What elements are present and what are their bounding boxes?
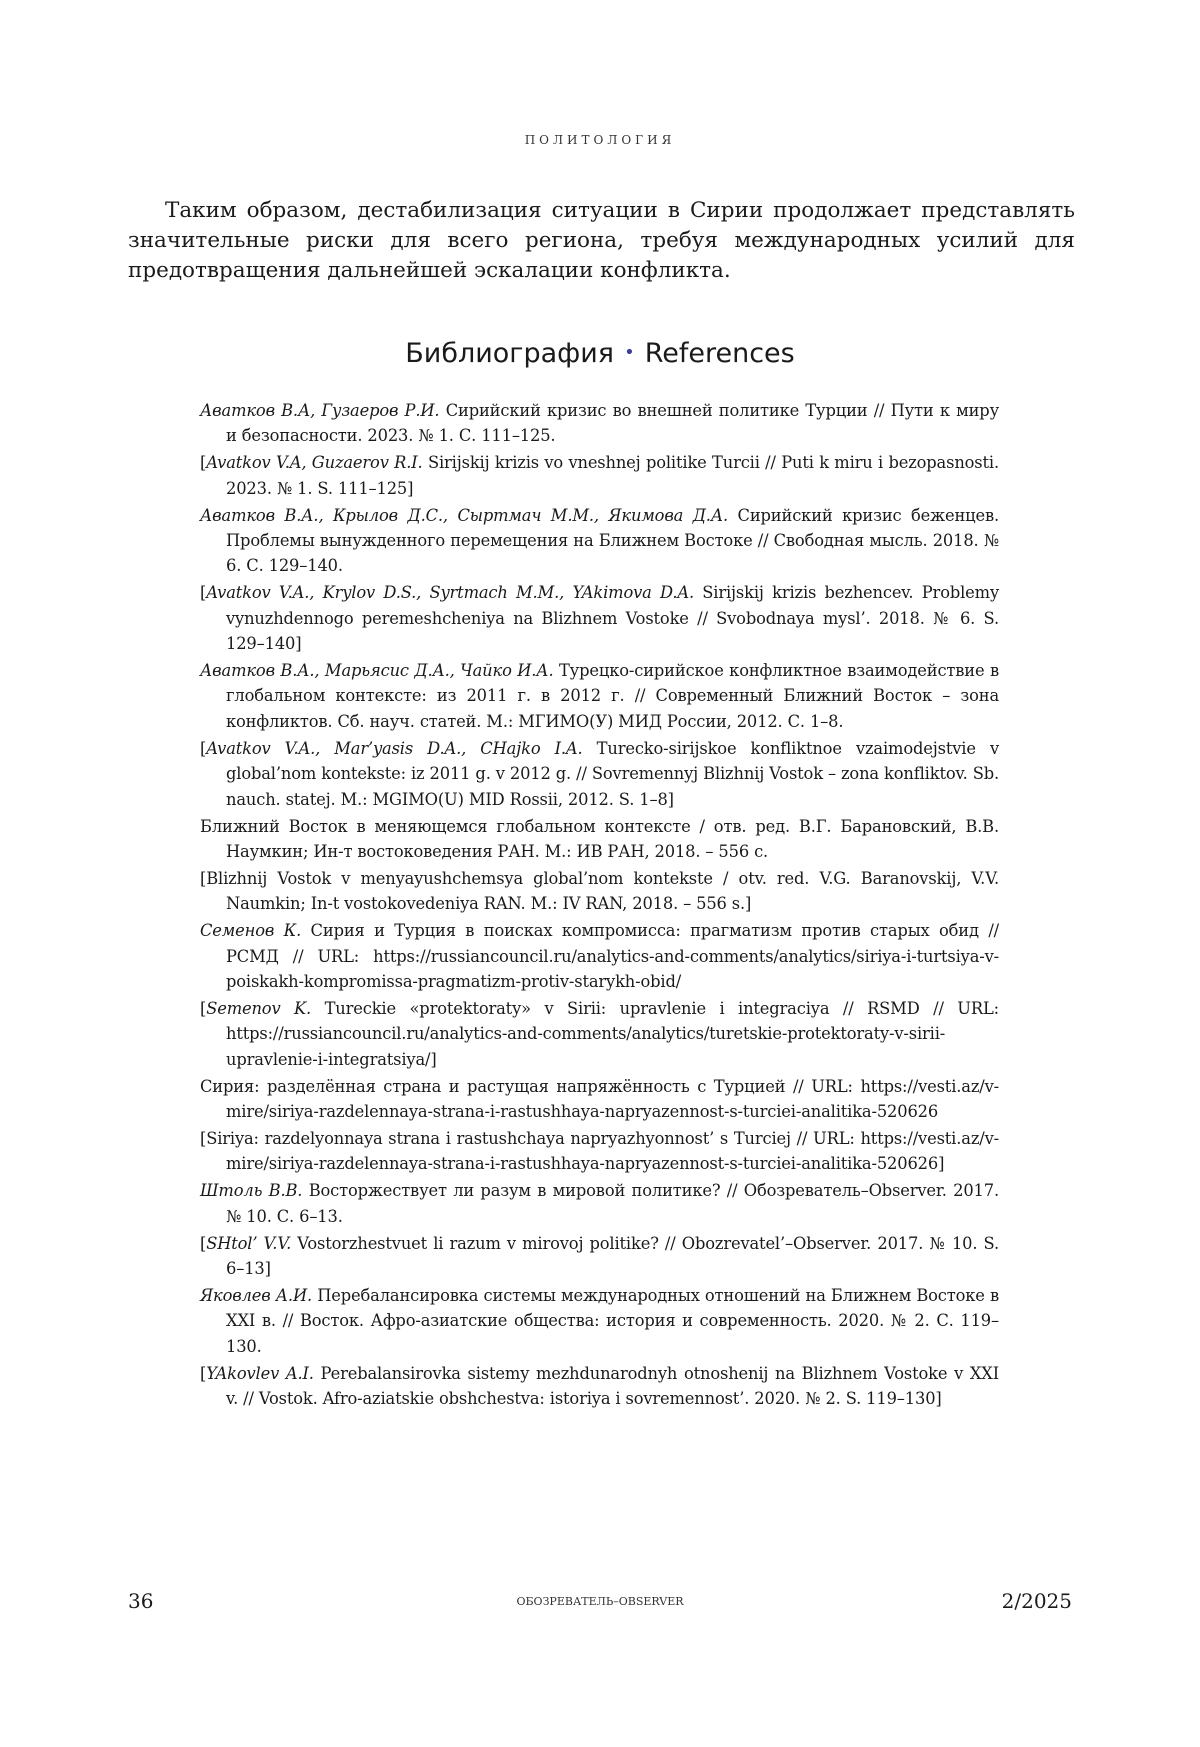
reference-entry xyxy=(200,866,999,917)
reference-entry xyxy=(200,1178,999,1229)
reference-bracket: [ xyxy=(200,999,206,1018)
reference-authors: Яковлев А.И. xyxy=(200,1286,312,1305)
reference-text: Сирия и Турция в поисках компромисса: прагматизм против старых обид // РСМД // URL: https://russiancouncil.ru/analytics-and-comments/analytics/siriya-i-turtsiya-v-poiskakh-kompromissa-pragmatizm-protiv-starykh-obid/ xyxy=(226,921,999,991)
bibliography-heading xyxy=(0,338,1200,369)
reference-entry xyxy=(200,398,999,449)
reference-entry xyxy=(200,814,999,865)
reference-authors: SHtol’ V.V. xyxy=(206,1234,291,1253)
page-number: 36 xyxy=(128,1589,153,1613)
reference-authors: YAkovlev A.I. xyxy=(206,1364,314,1383)
reference-text: Перебалансировка системы международных отношений на Ближнем Востоке в XXI в. // Восток. Афро-азиатские общества: история и современность. 2020. № 2. С. 119–130. xyxy=(226,1286,999,1356)
running-head: ПОЛИТОЛОГИЯ xyxy=(0,133,1200,147)
bibliography-heading-ru: Библиография xyxy=(405,338,614,369)
reference-bracket: [ xyxy=(200,1234,206,1253)
reference-authors: Семенов К. xyxy=(200,921,301,940)
reference-entry xyxy=(200,1361,999,1412)
reference-entry xyxy=(200,503,999,579)
reference-authors: Avatkov V.A, Guzaerov R.I. xyxy=(206,453,422,472)
reference-text: Vostorzhestvuet li razum v mirovoj politike? // Obozrevatel’–Observer. 2017. № 10. S. 6–13] xyxy=(226,1234,999,1278)
reference-text: Tureckie «protektoraty» v Sirii: upravlenie i integraciya // RSMD // URL: https://russiancouncil.ru/analytics-and-comments/analytics/turetskie-protektoraty-v-sirii-upravlenie-i-integratsiya/] xyxy=(226,999,999,1069)
reference-authors: Аватков В.А, Гузаеров Р.И. xyxy=(200,401,439,420)
reference-entry xyxy=(200,1126,999,1177)
journal-name: ОБОЗРЕВАТЕЛЬ–OBSERVER xyxy=(0,1595,1200,1608)
reference-entry xyxy=(200,1074,999,1125)
page-footer xyxy=(0,1589,1200,1619)
reference-text: Сирия: разделённая страна и растущая напряжённость с Турцией // URL: https://vesti.az/v-mire/siriya-razdelennaya-strana-i-rastushhaya-napryazennost-s-turciei-analitika-520626 xyxy=(200,1077,999,1121)
reference-authors: Штоль В.В. xyxy=(200,1181,302,1200)
heading-separator-dot: • xyxy=(624,342,635,363)
issue-number: 2/2025 xyxy=(1002,1589,1072,1613)
reference-bracket: [ xyxy=(200,583,206,602)
reference-text: Сирийский кризис во внешней политике Турции // Пути к миру и безопасности. 2023. № 1. С. 111–125. xyxy=(226,401,999,445)
reference-text: Турецко-сирийское конфликтное взаимодействие в глобальном контексте: из 2011 г. в 2012 г. // Современный Ближний Восток – зона конфликтов. Сб. науч. статей. М.: МГИМО(У) МИД России, 2012. С. 1–8. xyxy=(226,661,999,731)
reference-bracket: [ xyxy=(200,453,206,472)
reference-entry xyxy=(200,658,999,734)
reference-entry xyxy=(200,996,999,1072)
reference-text: Сирийский кризис беженцев. Проблемы вынужденного перемещения на Ближнем Востоке // Свободная мысль. 2018. № 6. С. 129–140. xyxy=(226,506,999,576)
reference-text: [Siriya: razdelyonnaya strana i rastushchaya napryazhyonnost’ s Turciej // URL: https://vesti.az/v-mire/siriya-razdelennaya-strana-i-rastushhaya-napryazennost-s-turciei-analitika-520626] xyxy=(200,1129,999,1173)
reference-authors: Аватков В.А., Марьясис Д.А., Чайко И.А. xyxy=(200,661,554,680)
reference-text: Sirijskij krizis bezhencev. Problemy vynuzhdennogo peremeshcheniya na Blizhnem Vostoke // Svobodnaya mysl’. 2018. № 6. S. 129–140] xyxy=(226,583,999,653)
reference-list xyxy=(200,398,999,1413)
reference-entry xyxy=(200,736,999,812)
reference-text: Sirijskij krizis vo vneshnej politike Turcii // Puti k miru i bezopasnosti. 2023. № 1. S. 111–125] xyxy=(226,453,999,497)
reference-authors: Semenov K. xyxy=(206,999,311,1018)
reference-bracket: [ xyxy=(200,1364,206,1383)
reference-text: Восторжествует ли разум в мировой политике? // Обозреватель–Observer. 2017. № 10. С. 6–13. xyxy=(226,1181,999,1225)
reference-authors: Аватков В.А., Крылов Д.С., Сыртмач М.М., Якимова Д.А. xyxy=(200,506,728,525)
reference-entry xyxy=(200,918,999,994)
reference-entry xyxy=(200,580,999,656)
reference-text: Turecko-sirijskoe konfliktnoe vzaimodejstvie v global’nom kontekste: iz 2011 g. v 2012 g. // Sovremennyj Blizhnij Vostok – zona konfliktov. Sb. nauch. statej. M.: MGIMO(U) MID Rossii, 2012. S. 1–8] xyxy=(226,739,999,809)
reference-text: [Blizhnij Vostok v menyayushchemsya global’nom kontekste / otv. red. V.G. Baranovskij, V.V. Naumkin; In-t vostokovedeniya RAN. M.: IV RAN, 2018. – 556 s.] xyxy=(200,869,999,913)
reference-text: Perebalansirovka sistemy mezhdunarodnyh otnoshenij na Blizhnem Vostoke v XXI v. // Vostok. Afro-aziatskie obshchestva: istoriya i sovremennost’. 2020. № 2. S. 119–130] xyxy=(226,1364,999,1408)
reference-authors: Avatkov V.A., Mar’yasis D.A., CHajko I.A. xyxy=(206,739,582,758)
reference-authors: Avatkov V.A., Krylov D.S., Syrtmach M.M., YAkimova D.A. xyxy=(206,583,694,602)
bibliography-heading-en: References xyxy=(645,338,795,369)
reference-entry xyxy=(200,1283,999,1359)
reference-text: Ближний Восток в меняющемся глобальном контексте / отв. ред. В.Г. Барановский, В.В. Наумкин; Ин-т востоковедения РАН. М.: ИВ РАН, 2018. – 556 с. xyxy=(200,817,999,861)
closing-paragraph: Таким образом, дестабилизация ситуации в Сирии продолжает представлять значительные риски для всего региона, требуя международных усилий для предотвращения дальнейшей эскалации конфликта. xyxy=(128,196,1075,286)
reference-entry xyxy=(200,1231,999,1282)
reference-bracket: [ xyxy=(200,739,206,758)
reference-entry xyxy=(200,450,999,501)
